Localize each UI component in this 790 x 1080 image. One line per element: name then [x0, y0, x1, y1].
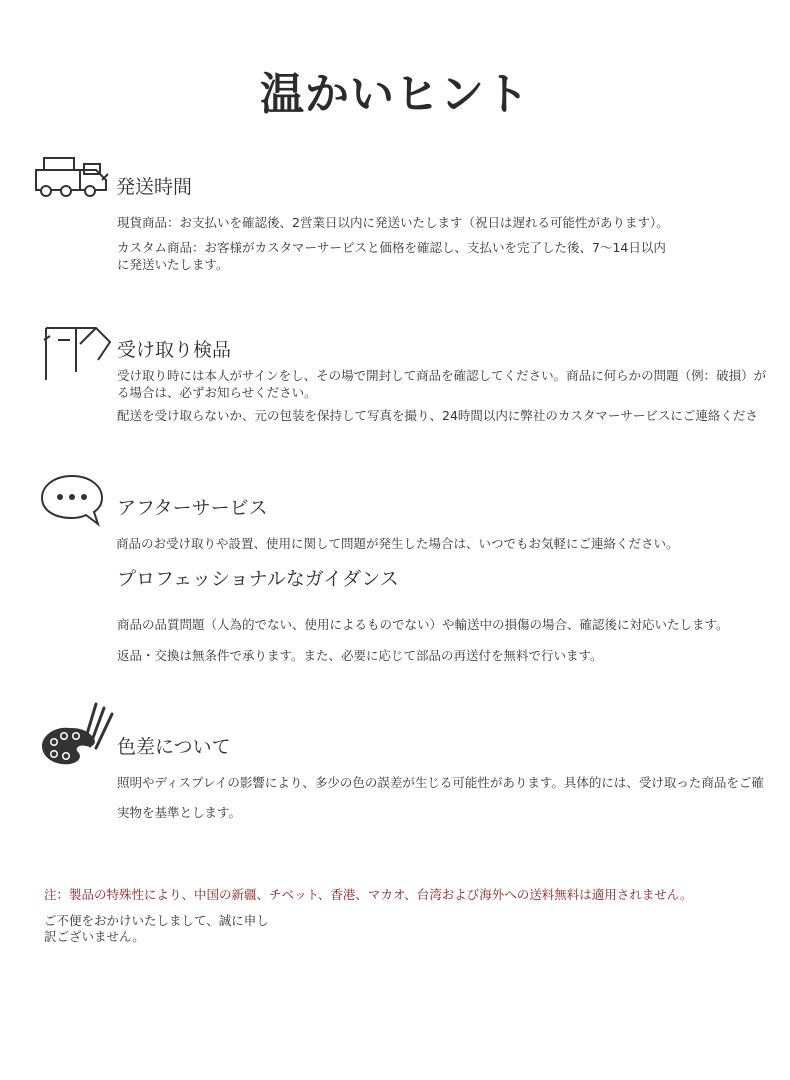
- shipping-line-1: 現貨商品：お支払いを確認後、2営業日以内に発送いたします（祝日は遅れる可能性があります）。: [117, 215, 669, 230]
- color-heading: 色差について: [117, 736, 231, 758]
- inspection-heading: 受け取り検品: [117, 339, 232, 361]
- after-sales-line-3: 返品・交換は無条件で承ります。また、必要に応じて部品の再送付を無料で行います。: [117, 648, 603, 663]
- shipping-line-2a: カスタム商品：お客様がカスタマーサービスと価格を確認し、支払いを完了した後、7〜14日以内: [117, 240, 666, 255]
- after-sales-line-1: 商品のお受け取りや設置、使用に関して問題が発生した場合は、いつでもお気軽にご連絡ください。: [116, 536, 679, 551]
- inspection-line-1b: る場合は、必ずお知らせください。: [117, 385, 317, 400]
- truck-icon: [34, 154, 110, 200]
- palette-icon: [40, 698, 116, 768]
- shipping-heading: 発送時間: [116, 176, 193, 198]
- apology-note-a: ご不便をおかけいたしまして、誠に申し: [44, 913, 269, 928]
- box-icon: [40, 320, 112, 388]
- speech-bubble-icon: [40, 474, 104, 528]
- inspection-line-1a: 受け取り時には本人がサインをし、その場で開封して商品を確認してください。商品に何らかの問題（例：破損）が: [117, 368, 767, 383]
- page-title: 温かいヒント: [260, 69, 530, 120]
- after-sales-line-2: 商品の品質問題（人為的でない、使用によるものでない）や輸送中の損傷の場合、確認後に対応いたします。: [117, 617, 729, 632]
- inspection-line-2: 配送を受け取らないか、元の包装を保持して写真を撮り、24時間以内に弊社のカスタマーサービスにご連絡くださ: [117, 408, 758, 423]
- after-sales-heading: アフターサービス: [117, 497, 268, 519]
- color-line-1: 照明やディスプレイの影響により、多少の色の誤差が生じる可能性があります。具体的には、受け取った商品をご確: [117, 775, 764, 790]
- guidance-heading: プロフェッショナルなガイダンス: [117, 568, 399, 590]
- apology-note-b: 訳ございません。: [44, 929, 145, 944]
- color-line-2: 実物を基準とします。: [117, 805, 242, 820]
- shipping-line-2b: に発送いたします。: [117, 257, 229, 272]
- shipping-exclusion-note: 注：製品の特殊性により、中国の新疆、チベット、香港、マカオ、台湾および海外への送料無料は適用されません。: [44, 887, 693, 902]
